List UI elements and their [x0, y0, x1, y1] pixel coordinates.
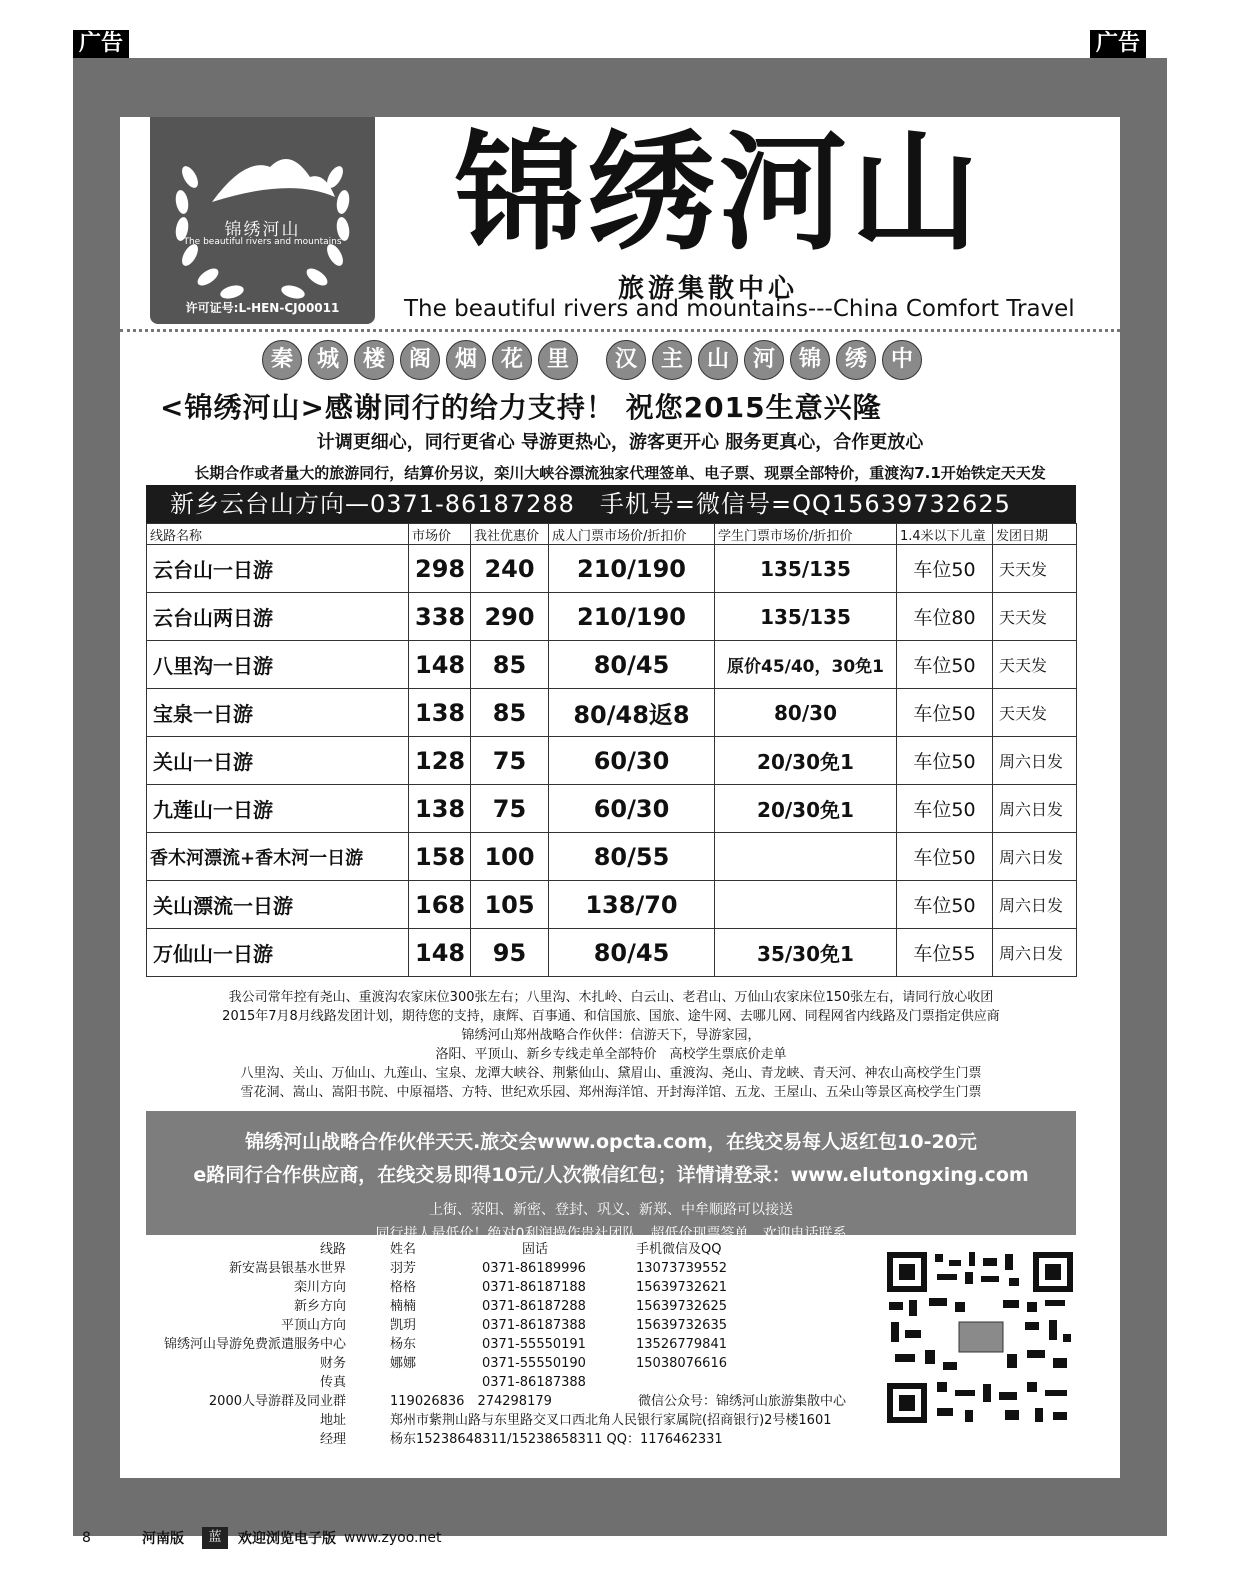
- contact-mobile: 15038076616: [636, 1356, 727, 1371]
- contact-row: [146, 1259, 886, 1278]
- adult-ticket: 60/30: [549, 785, 715, 833]
- hotline-bar: 新乡云台山方向—0371-86187288 手机号=微信号=QQ15639732625: [146, 485, 1076, 523]
- departure-date: 周六日发: [993, 737, 1077, 785]
- header-mobile: 手机微信及QQ: [636, 1242, 722, 1257]
- header-name: 姓名: [390, 1242, 417, 1257]
- notes-block: [146, 988, 1076, 1102]
- qr-code-icon: [885, 1250, 1075, 1425]
- price-table-header: [147, 524, 1077, 545]
- address-value: 郑州市紫荆山路与东里路交叉口西北角人民银行家属院(招商银行)2号楼1601: [390, 1413, 832, 1428]
- contact-name: 凯玥: [390, 1318, 417, 1333]
- banner-char: 河: [744, 340, 784, 380]
- table-row: [147, 785, 1077, 833]
- banner-char: 山: [698, 340, 738, 380]
- contact-mobile: 15639732635: [636, 1318, 727, 1333]
- contact-line: 财务: [319, 1356, 346, 1371]
- our-price: 105: [471, 881, 549, 929]
- adult-ticket: 80/45: [549, 929, 715, 977]
- banner-char: 城: [308, 340, 348, 380]
- our-price: 95: [471, 929, 549, 977]
- child-fee: 车位50: [897, 689, 993, 737]
- adult-ticket: 80/48返8: [549, 689, 715, 737]
- departure-date: 天天发: [993, 641, 1077, 689]
- student-ticket: 原价45/40，30免1: [715, 641, 897, 689]
- wechat-account: 微信公众号：锦绣河山旅游集散中心: [638, 1394, 847, 1409]
- our-price: 85: [471, 641, 549, 689]
- col-header: 我社优惠价: [471, 524, 549, 545]
- brand-subtitle: 旅游集散中心: [618, 274, 799, 304]
- banner-char: 阁: [400, 340, 440, 380]
- market-price: 158: [409, 833, 471, 881]
- banner-char: 烟: [446, 340, 486, 380]
- page-footer: [82, 1526, 441, 1550]
- our-price: 75: [471, 737, 549, 785]
- banner-char: 秦: [262, 340, 302, 380]
- student-ticket: [715, 881, 897, 929]
- contact-row: [146, 1297, 886, 1316]
- manager-row: [146, 1430, 886, 1449]
- col-header: 线路名称: [147, 524, 409, 545]
- price-table: [146, 523, 1077, 977]
- manager-label: 经理: [319, 1432, 346, 1447]
- service-motto: 计调更细心，同行更省心 导游更热心，游客更开心 服务更真心，合作更放心: [316, 432, 924, 453]
- contact-row: [146, 1316, 886, 1335]
- group-value: 119026836 274298179: [390, 1394, 552, 1409]
- promo-box: [146, 1111, 1076, 1242]
- child-fee: 车位50: [897, 833, 993, 881]
- header-line: 线路: [319, 1242, 346, 1257]
- col-header: 市场价: [409, 524, 471, 545]
- table-row: [147, 881, 1077, 929]
- contact-tel: 0371-86187288: [482, 1299, 586, 1314]
- route-name: 万仙山一日游: [147, 929, 409, 977]
- market-price: 128: [409, 737, 471, 785]
- company-logo: [150, 117, 375, 324]
- banner-char: 汉: [606, 340, 646, 380]
- note-line: 锦绣河山郑州战略合作伙伴：信游天下，导游家园，: [461, 1028, 761, 1043]
- col-header: 成人门票市场价/折扣价: [549, 524, 715, 545]
- banner-char: 中: [882, 340, 922, 380]
- student-ticket: 135/135: [715, 545, 897, 593]
- our-price: 290: [471, 593, 549, 641]
- table-row: [147, 929, 1077, 977]
- promo-line-2: e路同行合作供应商，在线交易即得10元/人次微信红包；详情请登录：www.elutongxing.com: [193, 1164, 1029, 1186]
- adult-ticket: 80/45: [549, 641, 715, 689]
- contact-line: 传真: [319, 1375, 346, 1390]
- route-name: 关山漂流一日游: [147, 881, 409, 929]
- adult-ticket: 138/70: [549, 881, 715, 929]
- banner-char: 里: [538, 340, 578, 380]
- contact-tel: 0371-86189996: [482, 1261, 586, 1276]
- brand-title: 锦绣河山: [455, 118, 984, 268]
- note-line: 我公司常年控有尧山、重渡沟农家床位300张左右；八里沟、木扎岭、白云山、老君山、万仙山农家床位150张左右，请同行放心收团: [228, 990, 994, 1005]
- banner-char: 绣: [836, 340, 876, 380]
- thanks-headline: <锦绣河山>感谢同行的给力支持！ 祝您2015生意兴隆: [160, 391, 882, 424]
- contact-mobile: 13526779841: [636, 1337, 727, 1352]
- contact-line: 平顶山方向: [280, 1318, 346, 1333]
- adult-ticket: 80/55: [549, 833, 715, 881]
- market-price: 138: [409, 689, 471, 737]
- contact-name: 格格: [390, 1280, 417, 1295]
- contact-tel: 0371-55550190: [482, 1356, 586, 1371]
- contact-line: 锦绣河山导游免费派遣服务中心: [163, 1337, 346, 1352]
- poem-banner: [262, 340, 922, 380]
- contact-row: [146, 1278, 886, 1297]
- contact-mobile: 15639732621: [636, 1280, 727, 1295]
- header-tel: 固话: [522, 1242, 549, 1257]
- our-price: 240: [471, 545, 549, 593]
- adult-ticket: 210/190: [549, 593, 715, 641]
- contact-row: [146, 1354, 886, 1373]
- note-line: 2015年7月8月线路发团计划，期待您的支持，康辉、百事通、和信国旅、国旅、途牛网、去哪儿网、同程网省内线路及门票指定供应商: [222, 1009, 1000, 1024]
- address-row: [146, 1411, 886, 1430]
- route-name: 香木河漂流+香木河一日游: [147, 833, 409, 881]
- route-name: 九莲山一日游: [147, 785, 409, 833]
- contact-tel: 0371-55550191: [482, 1337, 586, 1352]
- table-row: [147, 545, 1077, 593]
- ad-tag-left: 广告: [73, 30, 129, 58]
- contact-name: 娜娜: [390, 1356, 417, 1371]
- contact-line: 栾川方向: [293, 1280, 346, 1295]
- route-name: 关山一日游: [147, 737, 409, 785]
- market-price: 338: [409, 593, 471, 641]
- table-row: [147, 689, 1077, 737]
- table-row: [147, 833, 1077, 881]
- manager-value: 杨东15238648311/15238658311 QQ：1176462331: [390, 1432, 723, 1447]
- market-price: 298: [409, 545, 471, 593]
- promo-line-4: 同行拼人最低价！绝对0利润操作贵社团队，超低价现票签单，欢迎电话联系: [375, 1226, 847, 1242]
- promo-line-1: 锦绣河山战略合作伙伴天天.旅交会www.opcta.com，在线交易每人返红包10-20元: [245, 1131, 977, 1153]
- child-fee: 车位50: [897, 881, 993, 929]
- adult-ticket: 60/30: [549, 737, 715, 785]
- departure-date: 周六日发: [993, 881, 1077, 929]
- our-price: 75: [471, 785, 549, 833]
- logo-cn-text: 锦绣河山: [224, 220, 301, 240]
- logo-en-text: The beautiful rivers and mountains: [183, 237, 342, 247]
- table-row: [147, 593, 1077, 641]
- route-name: 云台山两日游: [147, 593, 409, 641]
- banner-char: 锦: [790, 340, 830, 380]
- child-fee: 车位50: [897, 737, 993, 785]
- note-line: 八里沟、关山、万仙山、九莲山、宝泉、龙潭大峡谷、荆紫仙山、黛眉山、重渡沟、尧山、青龙峡、青天河、神农山高校学生门票: [240, 1066, 982, 1081]
- col-header: 学生门票市场价/折扣价: [715, 524, 897, 545]
- contact-list: [146, 1240, 886, 1449]
- our-price: 100: [471, 833, 549, 881]
- student-ticket: 20/30免1: [715, 785, 897, 833]
- child-fee: 车位50: [897, 545, 993, 593]
- address-label: 地址: [319, 1413, 346, 1428]
- departure-date: 天天发: [993, 545, 1077, 593]
- welcome-text: 欢迎浏览电子版: [238, 1531, 336, 1547]
- market-price: 148: [409, 929, 471, 977]
- license-number: 许可证号:L-HEN-CJ00011: [185, 301, 340, 315]
- our-price: 85: [471, 689, 549, 737]
- table-row: [147, 641, 1077, 689]
- contact-tel: 0371-86187388: [482, 1318, 586, 1333]
- child-fee: 车位55: [897, 929, 993, 977]
- page-number: 8: [82, 1530, 91, 1546]
- col-header: 发团日期: [993, 524, 1077, 545]
- student-ticket: [715, 833, 897, 881]
- cooperation-note: 长期合作或者量大的旅游同行，结算价另议，栾川大峡谷漂流独家代理签单、电子票、现票全部特价，重渡沟7.1开始铁定天天发: [194, 464, 1046, 482]
- group-row: [146, 1392, 886, 1411]
- table-row: [147, 737, 1077, 785]
- note-line: 洛阳、平顶山、新乡专线走单全部特价 高校学生票底价走单: [435, 1047, 787, 1062]
- contact-tel: 0371-86187388: [482, 1375, 586, 1390]
- contact-name: 杨东: [390, 1337, 417, 1352]
- departure-date: 天天发: [993, 593, 1077, 641]
- col-header: 1.4米以下儿童: [897, 524, 993, 545]
- departure-date: 天天发: [993, 689, 1077, 737]
- divider: [120, 329, 1120, 332]
- note-line: 雪花洞、嵩山、嵩阳书院、中原福塔、方特、世纪欢乐园、郑州海洋馆、开封海洋馆、五龙、王屋山、五朵山等景区高校学生门票: [240, 1085, 982, 1100]
- banner-char: 楼: [354, 340, 394, 380]
- child-fee: 车位50: [897, 641, 993, 689]
- child-fee: 车位50: [897, 785, 993, 833]
- banner-char: 花: [492, 340, 532, 380]
- departure-date: 周六日发: [993, 785, 1077, 833]
- student-ticket: 135/135: [715, 593, 897, 641]
- route-name: 宝泉一日游: [147, 689, 409, 737]
- contact-line: 新安嵩县银基水世界: [228, 1261, 346, 1276]
- contact-line: 新乡方向: [293, 1299, 346, 1314]
- departure-date: 周六日发: [993, 929, 1077, 977]
- promo-line-3: 上街、荥阳、新密、登封、巩义、新郑、中牟顺路可以接送: [429, 1202, 793, 1218]
- child-fee: 车位80: [897, 593, 993, 641]
- contact-row: [146, 1373, 886, 1392]
- ad-tag-right: 广告: [1090, 30, 1146, 58]
- market-price: 168: [409, 881, 471, 929]
- student-ticket: 35/30免1: [715, 929, 897, 977]
- market-price: 138: [409, 785, 471, 833]
- departure-date: 周六日发: [993, 833, 1077, 881]
- contact-mobile: 13073739552: [636, 1261, 727, 1276]
- contact-tel: 0371-86187188: [482, 1280, 586, 1295]
- route-name: 八里沟一日游: [147, 641, 409, 689]
- contact-mobile: 15639732625: [636, 1299, 727, 1314]
- group-label: 2000人导游群及同业群: [208, 1394, 346, 1409]
- student-ticket: 20/30免1: [715, 737, 897, 785]
- edition-label: 河南版: [142, 1531, 184, 1547]
- contact-name: 羽芳: [390, 1261, 417, 1276]
- contact-name: 楠楠: [390, 1299, 417, 1314]
- market-price: 148: [409, 641, 471, 689]
- adult-ticket: 210/190: [549, 545, 715, 593]
- english-slogan: The beautiful rivers and mountains---China Comfort Travel: [404, 296, 1075, 322]
- publisher-logo: 蓝: [202, 1527, 228, 1549]
- route-name: 云台山一日游: [147, 545, 409, 593]
- banner-gap: [584, 340, 600, 378]
- banner-char: 主: [652, 340, 692, 380]
- student-ticket: 80/30: [715, 689, 897, 737]
- contact-header: [146, 1240, 886, 1259]
- contact-row: [146, 1335, 886, 1354]
- website-link[interactable]: www.zyoo.net: [344, 1530, 442, 1546]
